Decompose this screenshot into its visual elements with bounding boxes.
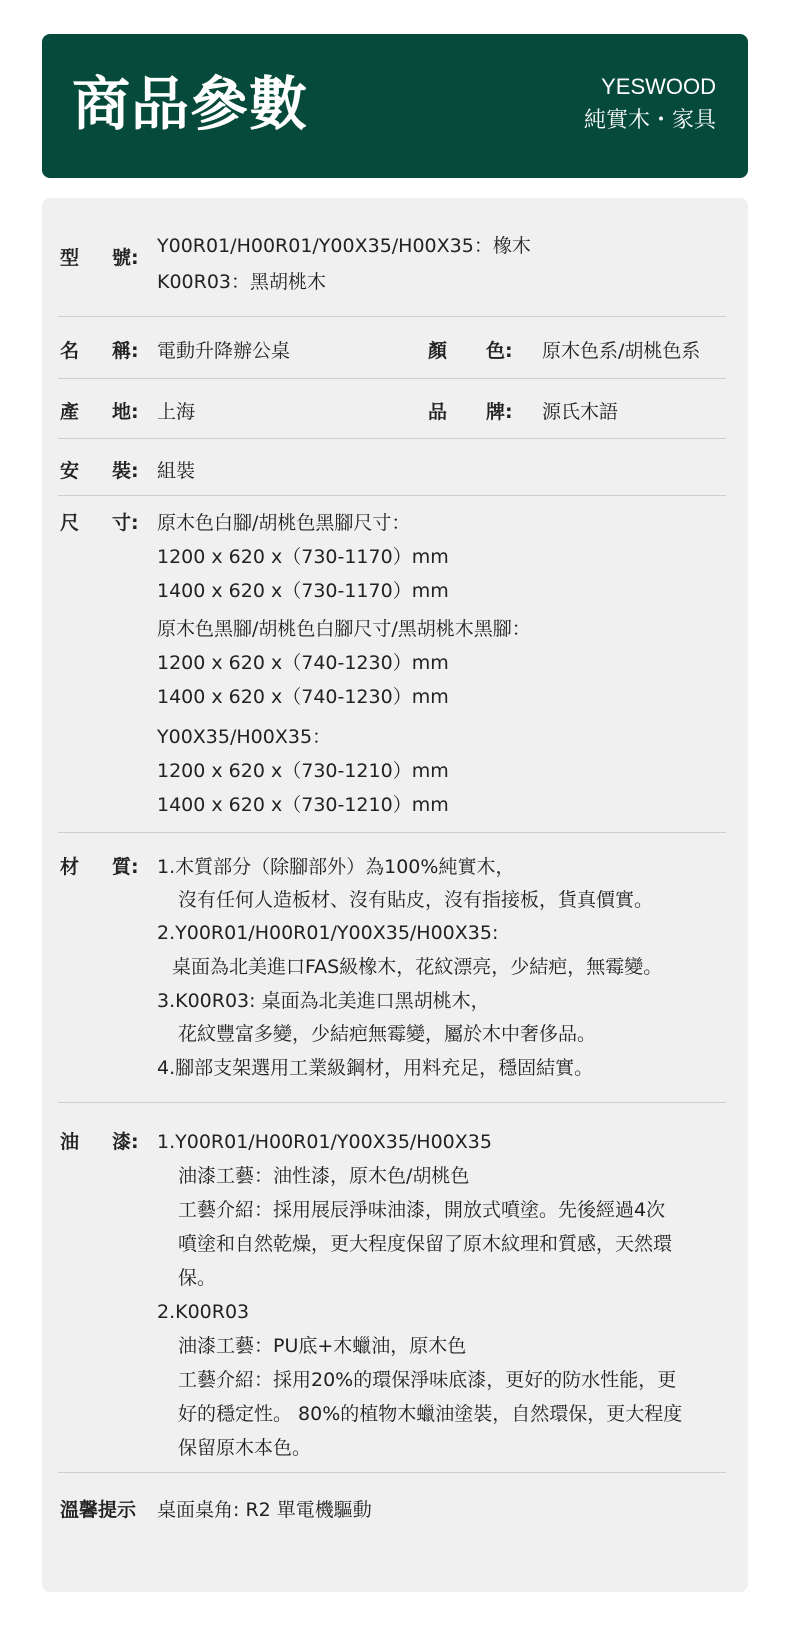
brand-tagline: 純實木・家具 xyxy=(583,108,716,133)
divider xyxy=(58,316,726,317)
paint-line: 1.Y00R01/H00R01/Y00X35/H00X35 xyxy=(157,1131,492,1153)
paint-line: 保。 xyxy=(178,1267,217,1289)
size-line: 1200 x 620 x（730-1170）mm xyxy=(157,546,449,568)
page-title: 商品參數 xyxy=(72,70,309,138)
color-value: 原木色系/胡桃色系 xyxy=(542,340,701,362)
brand-name-en: YESWOOD xyxy=(601,74,716,99)
size-line: 1400 x 620 x（740-1230）mm xyxy=(157,686,449,708)
model-value-line: K00R03：黑胡桃木 xyxy=(157,271,327,293)
size-line: 1200 x 620 x（730-1210）mm xyxy=(157,760,449,782)
divider xyxy=(58,832,726,833)
material-line: 沒有任何人造板材、沒有貼皮，沒有指接板，貨真價實。 xyxy=(178,889,654,911)
material-line: 桌面為北美進口FAS級橡木，花紋漂亮，少結疤，無霉變。 xyxy=(172,956,663,978)
divider xyxy=(58,1102,726,1103)
size-line: 1200 x 620 x（740-1230）mm xyxy=(157,652,449,674)
material-line: 花紋豐富多變，少結疤無霉變，屬於木中奢侈品。 xyxy=(178,1023,597,1045)
origin-value: 上海 xyxy=(157,401,196,423)
paint-line: 2.K00R03 xyxy=(157,1301,250,1323)
brand-value: 源氏木語 xyxy=(542,401,619,423)
paint-line: 保留原木本色。 xyxy=(178,1437,312,1459)
material-line: 4.腳部支架選用工業級鋼材，用料充足，穩固結實。 xyxy=(157,1057,594,1079)
divider xyxy=(58,1472,726,1473)
model-value-line: Y00R01/H00R01/Y00X35/H00X35：橡木 xyxy=(157,235,531,257)
divider xyxy=(58,438,726,439)
paint-line: 噴塗和自然乾燥，更大程度保留了原木紋理和質感，天然環 xyxy=(178,1233,673,1255)
paint-line: 工藝介紹：採用20%的環保淨味底漆，更好的防水性能，更 xyxy=(178,1369,677,1391)
install-value: 組裝 xyxy=(157,460,196,482)
tip-label: 溫馨提示 xyxy=(60,1499,137,1521)
size-line: Y00X35/H00X35： xyxy=(157,726,332,748)
material-line: 1.木質部分（除腳部外）為100%純實木， xyxy=(157,856,515,878)
paint-line: 油漆工藝：PU底+木蠟油，原木色 xyxy=(178,1335,467,1357)
size-line: 1400 x 620 x（730-1170）mm xyxy=(157,580,449,602)
paint-line: 好的穩定性。 80%的植物木蠟油塗裝，自然環保，更大程度 xyxy=(178,1403,683,1425)
size-line: 原木色白腳/胡桃色黑腳尺寸： xyxy=(157,512,411,534)
divider xyxy=(58,495,726,496)
size-line: 原木色黑腳/胡桃色白腳尺寸/黑胡桃木黑腳： xyxy=(157,618,531,640)
material-line: 3.K00R03: 桌面為北美進口黑胡桃木， xyxy=(157,990,490,1012)
paint-line: 油漆工藝：油性漆，原木色/胡桃色 xyxy=(178,1165,470,1187)
size-line: 1400 x 620 x（730-1210）mm xyxy=(157,794,449,816)
material-line: 2.Y00R01/H00R01/Y00X35/H00X35: xyxy=(157,922,499,944)
paint-line: 工藝介紹：採用展辰淨味油漆，開放式噴塗。先後經過4次 xyxy=(178,1199,666,1221)
tip-value: 桌面桌角: R2 單電機驅動 xyxy=(157,1499,372,1521)
header-banner xyxy=(42,34,748,178)
divider xyxy=(58,378,726,379)
name-value: 電動升降辦公桌 xyxy=(157,340,291,362)
